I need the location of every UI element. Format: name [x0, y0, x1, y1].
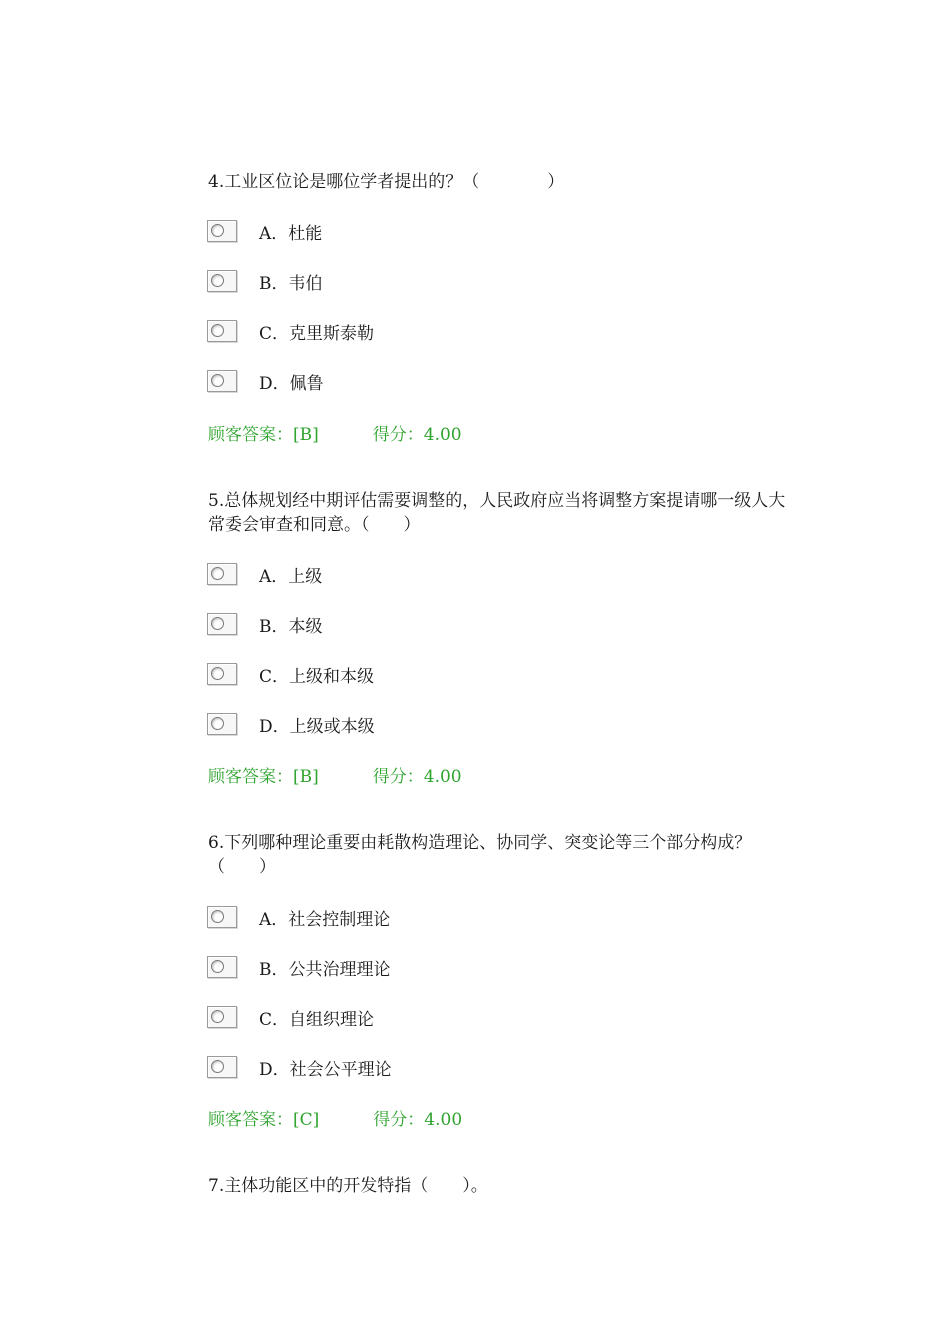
score: 得分：4.00 — [373, 1110, 463, 1130]
option-label: D．上级或本级 — [259, 716, 375, 737]
radio-button[interactable] — [207, 320, 237, 342]
question-6-option-b[interactable] — [207, 954, 391, 980]
option-label: B．本级 — [259, 616, 323, 637]
option-label: A．社会控制理论 — [259, 909, 391, 930]
radio-button[interactable] — [207, 613, 237, 635]
option-label: C．克里斯泰勒 — [259, 323, 375, 344]
question-6-text: 6.下列哪种理论重要由耗散构造理论、协同学、突变论等三个部分构成？（ ） — [208, 833, 752, 877]
radio-button[interactable] — [207, 220, 237, 242]
radio-button[interactable] — [207, 663, 237, 685]
question-7-text: 7.主体功能区中的开发特指（ ）。 — [208, 1176, 488, 1196]
score: 得分：4.00 — [372, 767, 462, 787]
question-4-option-c[interactable] — [207, 318, 374, 344]
radio-button[interactable] — [207, 270, 237, 292]
radio-button[interactable] — [207, 1056, 237, 1078]
score: 得分：4.00 — [372, 425, 462, 445]
question-6-answer-line — [208, 1105, 462, 1130]
option-label: A．杜能 — [259, 223, 323, 244]
radio-button[interactable] — [207, 370, 237, 392]
question-5-option-c[interactable] — [207, 661, 374, 687]
option-label: C．自组织理论 — [259, 1009, 375, 1030]
option-label: B．韦伯 — [259, 273, 323, 294]
question-6-option-d[interactable] — [207, 1054, 392, 1080]
question-5-text: 5.总体规划经中期评估需要调整的，人民政府应当将调整方案提请哪一级人大常委会审查和同意。（ ） — [208, 491, 786, 535]
question-4-option-a[interactable] — [207, 218, 322, 244]
radio-button[interactable] — [207, 956, 237, 978]
customer-answer: 顾客答案：[B] — [208, 425, 319, 445]
radio-button[interactable] — [207, 906, 237, 928]
question-4-text: 4.工业区位论是哪位学者提出的？（ ） — [208, 172, 565, 192]
customer-answer: 顾客答案：[C] — [208, 1110, 320, 1130]
radio-button[interactable] — [207, 563, 237, 585]
question-4-answer-line — [208, 420, 462, 445]
option-label: A．上级 — [259, 566, 323, 587]
option-label: D．社会公平理论 — [259, 1059, 392, 1080]
question-5-option-a[interactable] — [207, 561, 322, 587]
question-4-option-b[interactable] — [207, 268, 323, 294]
question-6-option-a[interactable] — [207, 904, 390, 930]
customer-answer: 顾客答案：[B] — [208, 767, 319, 787]
radio-button[interactable] — [207, 713, 237, 735]
question-5-option-d[interactable] — [207, 711, 375, 737]
radio-button[interactable] — [207, 1006, 237, 1028]
question-5-option-b[interactable] — [207, 611, 323, 637]
question-5-answer-line — [208, 762, 462, 787]
option-label: C．上级和本级 — [259, 666, 375, 687]
question-6-option-c[interactable] — [207, 1004, 374, 1030]
option-label: D．佩鲁 — [259, 373, 324, 394]
question-4-option-d[interactable] — [207, 368, 324, 394]
option-label: B．公共治理理论 — [259, 959, 391, 980]
